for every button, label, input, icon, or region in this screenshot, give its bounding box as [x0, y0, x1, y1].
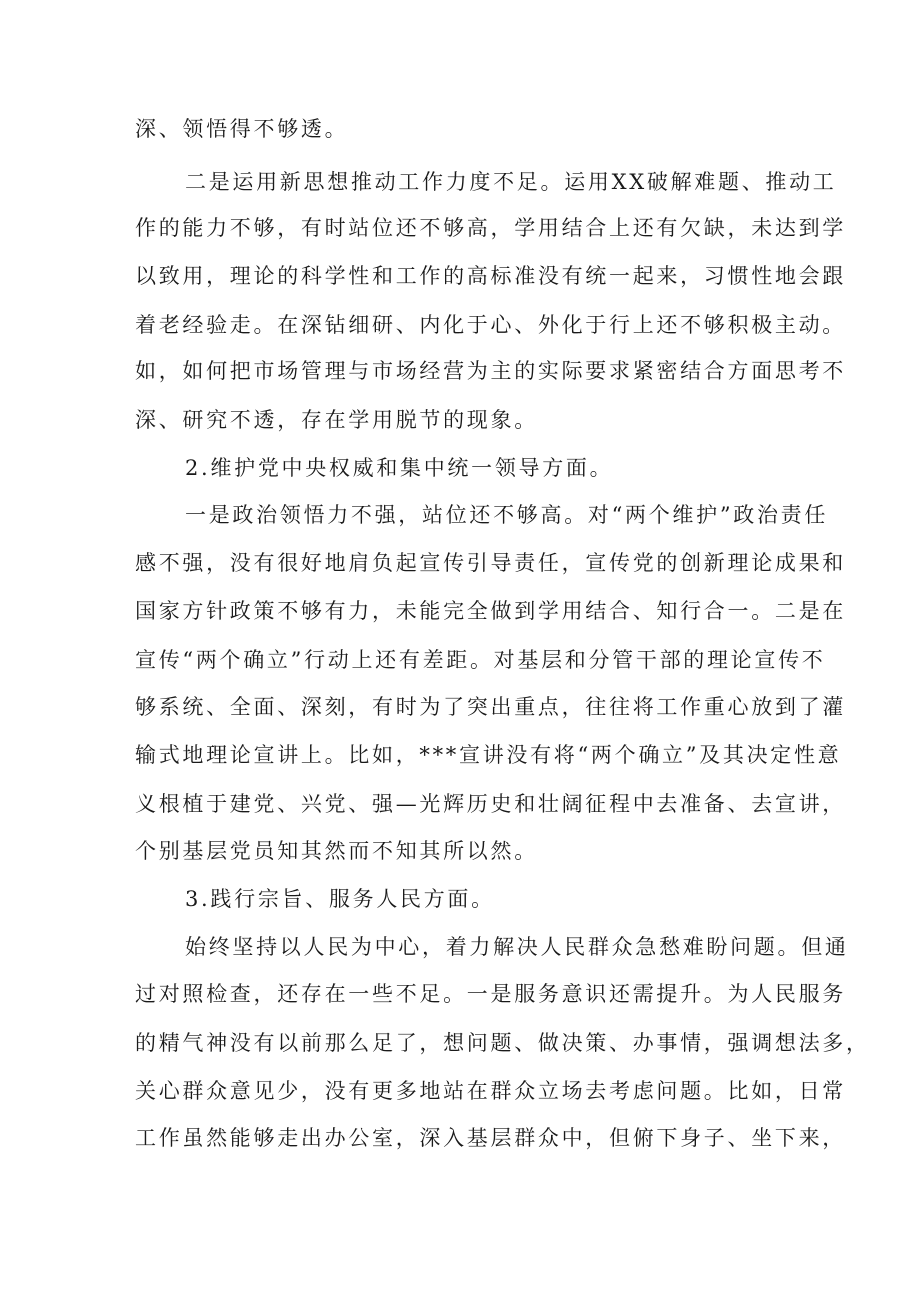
section-heading: 2.维护党中央权威和集中统一领导方面。: [185, 456, 614, 480]
paragraph-line: 始终坚持以人民为中心，着力解决人民群众急愁难盼问题。但通: [185, 935, 849, 959]
paragraph-line: 一是政治领悟力不强，站位还不够高。对“两个维护”政治责任: [185, 503, 829, 527]
paragraph-line: 的精气神没有以前那么足了，想问题、做决策、办事情，强调想法多，: [135, 1031, 870, 1055]
paragraph-line: 工作虽然能够走出办公室，深入基层群众中，但俯下身子、坐下来，: [135, 1126, 846, 1150]
paragraph-line: 深、领悟得不够透。: [135, 117, 349, 141]
paragraph-line: 着老经验走。在深钻细研、内化于心、外化于行上还不够积极主动。: [135, 313, 846, 337]
paragraph-line: 义根植于建党、兴党、强—光辉历史和壮阔征程中去准备、去宣讲，: [135, 792, 846, 816]
paragraph-line: 过对照检查，还存在一些不足。一是服务意识还需提升。为人民服务: [135, 982, 846, 1006]
paragraph-line: 感不强，没有很好地肩负起宣传引导责任，宣传党的创新理论成果和: [135, 551, 846, 575]
paragraph-line: 国家方针政策不够有力，未能完全做到学用结合、知行合一。二是在: [135, 599, 846, 623]
paragraph-line: 作的能力不够，有时站位还不够高，学用结合上还有欠缺，未达到学: [135, 216, 846, 240]
paragraph-line: 二是运用新思想推动工作力度不足。运用XX破解难题、推动工: [185, 170, 837, 194]
section-heading: 3.践行宗旨、服务人民方面。: [185, 887, 495, 911]
paragraph-line: 输式地理论宣讲上。比如，***宣讲没有将“两个确立”及其决定性意: [135, 743, 842, 767]
paragraph-line: 深、研究不透，存在学用脱节的现象。: [135, 408, 538, 432]
paragraph-line: 关心群众意见少，没有更多地站在群众立场去考虑问题。比如，日常: [135, 1079, 846, 1103]
paragraph-line: 个别基层党员知其然而不知其所以然。: [135, 839, 538, 863]
paragraph-line: 以致用，理论的科学性和工作的高标准没有统一起来，习惯性地会跟: [135, 264, 846, 288]
paragraph-line: 够系统、全面、深刻，有时为了突出重点，往往将工作重心放到了灌: [135, 695, 846, 719]
paragraph-line: 宣传“两个确立”行动上还有差距。对基层和分管干部的理论宣传不: [135, 648, 826, 672]
paragraph-line: 如，如何把市场管理与市场经营为主的实际要求紧密结合方面思考不: [135, 359, 846, 383]
